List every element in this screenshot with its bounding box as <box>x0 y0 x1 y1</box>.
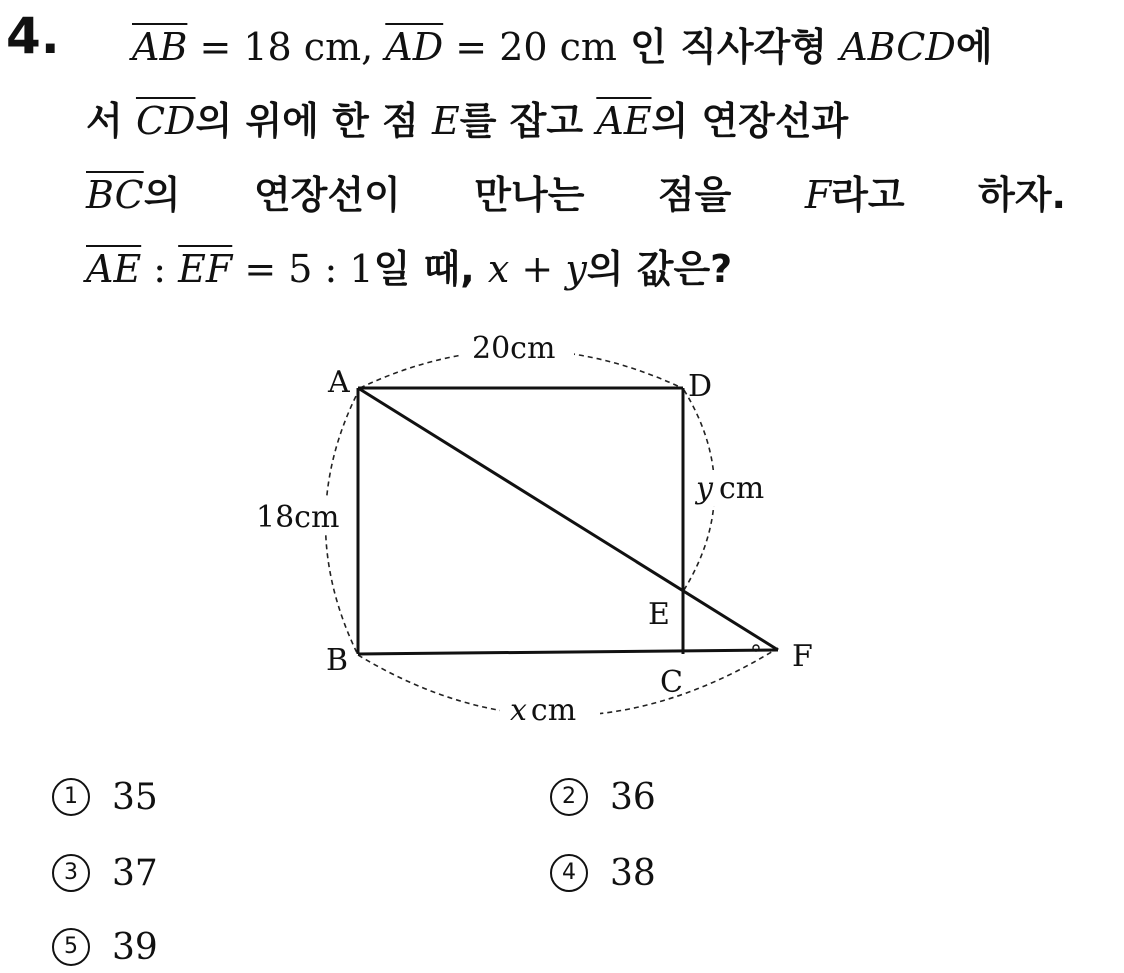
segment-ae: $\overline{AE}$ <box>596 99 652 143</box>
segment-ae: $\overline{AE}$ <box>86 247 142 291</box>
stem-text: 하자. <box>978 173 1066 217</box>
stem-text: 를 잡고 <box>459 99 597 143</box>
label-ad-length: 20cm <box>472 331 556 366</box>
stem-text: 의 위에 한 점 <box>195 99 432 143</box>
label-dc-length: y cm <box>696 471 765 506</box>
stem-text: 인 직사각형 <box>616 25 841 69</box>
stem-text: 점을 <box>657 173 732 217</box>
choice-3-value: 37 <box>112 853 158 894</box>
stem-text: 의 <box>143 173 181 217</box>
ab-length: = 18 cm, <box>187 25 386 69</box>
stem-text: 서 <box>86 99 136 143</box>
choice-1-value: 35 <box>112 777 158 818</box>
rectangle-abcd: ABCD <box>840 25 956 69</box>
vertex-c-label: C <box>660 665 683 700</box>
vertex-a-label: A <box>328 365 350 400</box>
segment-cd: $\overline{CD}$ <box>135 99 196 143</box>
stem-text: 의 연장선과 <box>651 99 849 143</box>
point-e-label: E <box>648 597 670 632</box>
stem-text: 연장선이 <box>253 173 401 217</box>
choice-2-value: 36 <box>610 777 656 818</box>
segment-ef: $\overline{EF}$ <box>178 247 233 291</box>
expression-x-plus-y: x + y <box>487 247 587 291</box>
stem-text: 일 때, <box>373 247 488 291</box>
question-number: 4. <box>6 7 60 65</box>
choice-1-marker: 1 <box>52 778 90 816</box>
segment-bc: $\overline{BC}$ <box>86 173 144 217</box>
point-f-ref: F <box>804 173 832 217</box>
choice-3[interactable] <box>52 852 158 896</box>
choice-2[interactable] <box>550 776 656 820</box>
stem-text: 라고 <box>831 173 905 217</box>
segment-af-line <box>358 388 778 650</box>
choice-4[interactable] <box>550 852 656 896</box>
choice-4-marker: 4 <box>550 854 588 892</box>
choice-5-value: 39 <box>112 927 158 968</box>
label-ab-length: 18cm <box>256 500 340 535</box>
vertex-d-label: D <box>688 369 713 404</box>
choice-3-marker: 3 <box>52 854 90 892</box>
segment-ab: $\overline{AB}$ <box>132 25 188 69</box>
vertex-b-label: B <box>326 643 349 678</box>
choice-4-value: 38 <box>610 853 656 894</box>
point-e-ref: E <box>431 99 460 143</box>
choice-1[interactable] <box>52 776 158 820</box>
point-f-label: F <box>792 639 813 674</box>
choice-5-marker: 5 <box>52 928 90 966</box>
stem-text: 에 <box>955 25 993 69</box>
segment-bf-line <box>358 650 778 654</box>
label-bf-length: x cm <box>510 693 577 728</box>
ad-length: = 20 cm <box>443 25 617 69</box>
choice-2-marker: 2 <box>550 778 588 816</box>
ratio-value: = 5 : 1 <box>232 247 374 291</box>
choice-5[interactable] <box>52 926 158 970</box>
ratio-colon: : <box>141 247 179 291</box>
stem-text: 의 값은? <box>586 247 733 291</box>
segment-ad: $\overline{AD}$ <box>385 25 444 69</box>
stem-text: 만나는 <box>474 173 585 217</box>
